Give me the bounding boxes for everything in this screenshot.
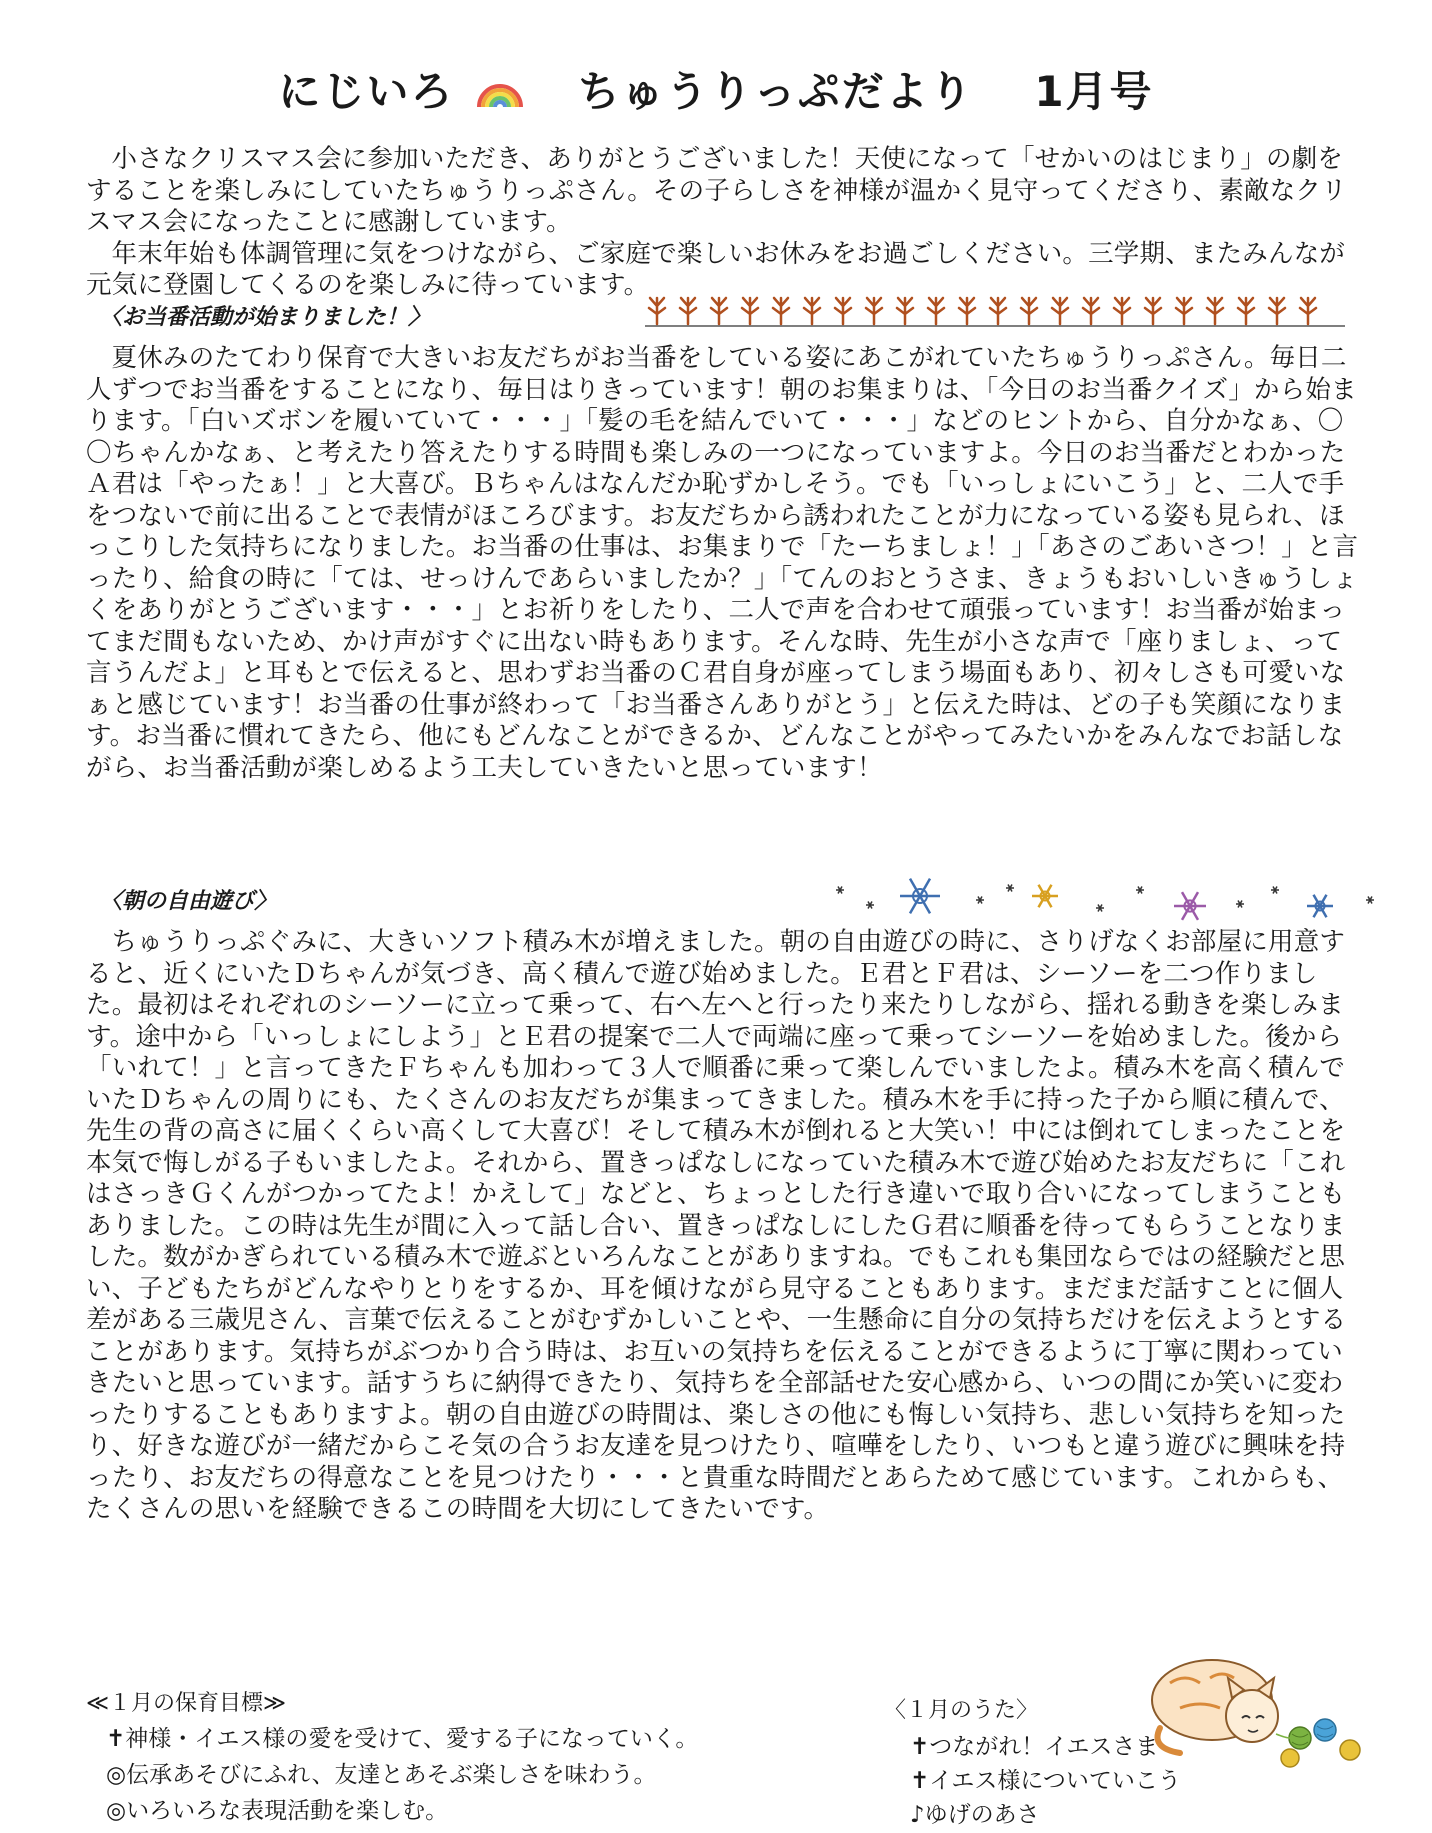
section2-paragraph: ちゅうりっぷぐみに、大きいソフト積み木が増えました。朝の自由遊びの時に、さりげなくお部屋に用意すると、近くにいたＤちゃんが気づき、高く積んで遊び始めました。Ｅ君とＦ君は、シーソーを二つ作りました。最初はそれぞれのシーソーに立って乗って、右へ左へと行ったり来たりしながら、揺れる動きを楽しみます。途中から「いっしょにしよう」とＥ君の提案で二人で両端に座って乗ってシーソーを始めました。後から「いれて！」と言ってきたＦちゃんも加わって３人で順番に乗って楽しんでいましたよ。積み木を高く積んでいたＤちゃんの周りにも、たくさんのお友だちが集まってきました。積み木を手に持った子から順に積んで、先生の背の高さに届くくらい高くして大喜び！そして積み木が倒れると大笑い！中には倒れてしまったことを本気で悔しがる子もいましたよ。それから、置きっぱなしになっていた積み木で遊び始めたお友だちに「これはさっきＧくんがつかってたよ！かえして」などと、ちょっとした行き違いで取り合いになってしまうこともありました。この時は先生が間に入って話し合い、置きっぱなしにしたＧ君に順番を待ってもらうことなりました。数がかぎられている積み木で遊ぶといろんなことがありますね。でもこれも集団ならではの経験だと思い、子どもたちがどんなやりとりをするか、耳を傾けながら見守ることもあります。まだまだ話すことに個人差がある三歳児さん、言葉で伝えることがむずかしいことや、一生懸命に自分の気持ちだけを伝えようとすることがあります。気持ちがぶつかり合う時は、お互いの気持ちを伝えることができるように丁寧に関わっていきたいと思っています。話すうちに納得できたり、気持ちを全部話せた安心感から、いつの間にか笑いに変わったりすることもありますよ。朝の自由遊びの時間は、楽しさの他にも悔しい気持ち、悲しい気持ちを知ったり、好きな遊びが一緒だからこそ気の合うお友達を見つけたり、喧嘩をしたり、いつもと違う遊びに興味を持ったり、お友だちの得意なことを見つけたり・・・と貴重な時間だとあらためて感じています。これからも、たくさんの思いを経験できるこの時間を大切にしてきたいです。 (86, 927, 1347, 1524)
snowflake-border-icon (820, 860, 1400, 930)
goal-item: ✝神様・イエス様の愛を受けて、愛する子になっていく。 (106, 1726, 699, 1752)
section1-heading: 〈お当番活動が始まりました！〉 (100, 305, 431, 330)
rainbow-icon (475, 65, 525, 125)
section1-text (86, 343, 1364, 784)
goals-title: ≪１月の保育目標≫ (86, 1691, 287, 1716)
goal-item: ◎伝承あそびにふれ、友達とあそぶ楽しさを味わう。 (106, 1762, 657, 1788)
intro-text (86, 144, 1364, 302)
song-item: ♪ゆげのあさ (910, 1802, 1040, 1828)
title-nijiiro: にじいろ (278, 67, 455, 116)
goal-item: ◎いろいろな表現活動を楽しむ。 (106, 1798, 449, 1824)
songs-title: 〈１月のうた〉 (884, 1698, 1039, 1723)
song-item: ✝つながれ！イエスさま (910, 1734, 1159, 1760)
intro-paragraph-1: 小さなクリスマス会に参加いただき、ありがとうございました！天使になって「せかいのはじまり」の劇をすることを楽しみにしていたちゅうりっぷさん。その子らしさを神様が温かく見守ってくださり、素敵なクリスマス会になったことに感謝しています。 (86, 144, 1347, 237)
section2-text (86, 927, 1364, 1526)
title-issue: 1月号 (1034, 67, 1154, 116)
section2-heading: 〈朝の自由遊び〉 (100, 889, 277, 914)
sprout-border-icon (645, 288, 1345, 328)
title-newsletter: ちゅうりっぷだより (577, 67, 974, 116)
section1-paragraph: 夏休みのたてわり保育で大きいお友だちがお当番をしている姿にあこがれていたちゅうりっぷさん。毎日二人ずつでお当番をすることになり、毎日はりきっています！朝のお集まりは、「今日のお当番クイズ」から始まります。「白いズボンを履いていて・・・」「髪の毛を結んでいて・・・」などのヒントから、自分かなぁ、〇〇ちゃんかなぁ、と考えたり答えたりする時間も楽しみの一つになっていますよ。今日のお当番だとわかったＡ君は「やったぁ！」と大喜び。Ｂちゃんはなんだか恥ずかしそう。でも「いっしょにいこう」と、二人で手をつないで前に出ることで表情がほころびます。お友だちから誘われたことが力になっている姿も見られ、ほっこりした気持ちになりました。お当番の仕事は、お集まりで「たーちましょ！」「あさのごあいさつ！」と言ったり、給食の時に「ては、せっけんであらいましたか？」「てんのおとうさま、きょうもおいしいきゅうしょくをありがとうございます・・・」とお祈りをしたり、二人で声を合わせて頑張っています！お当番が始まってまだ間もないため、かけ声がすぐに出ない時もあります。そんな時、先生が小さな声で「座りましょ、って言うんだよ」と耳もとで伝えると、思わずお当番のＣ君自身が座ってしまう場面もあり、初々しさも可愛いなぁと感じています！お当番の仕事が終わって「お当番さんありがとう」と伝えた時は、どの子も笑顔になります。お当番に慣れてきたら、他にもどんなことができるか、どんなことがやってみたいかをみんなでお話しながら、お当番活動が楽しめるよう工夫していきたいと思っています！ (86, 343, 1359, 783)
cat-with-yarn-icon (1140, 1638, 1380, 1768)
intro-paragraph-2: 年末年始も体調管理に気をつけながら、ご家庭で楽しいお休みをお過ごしください。三学期、またみんなが元気に登園してくるのを楽しみに待っています。 (86, 238, 1346, 300)
song-item: ✝イエス様についていこう (910, 1768, 1181, 1794)
page-title (0, 62, 1432, 125)
